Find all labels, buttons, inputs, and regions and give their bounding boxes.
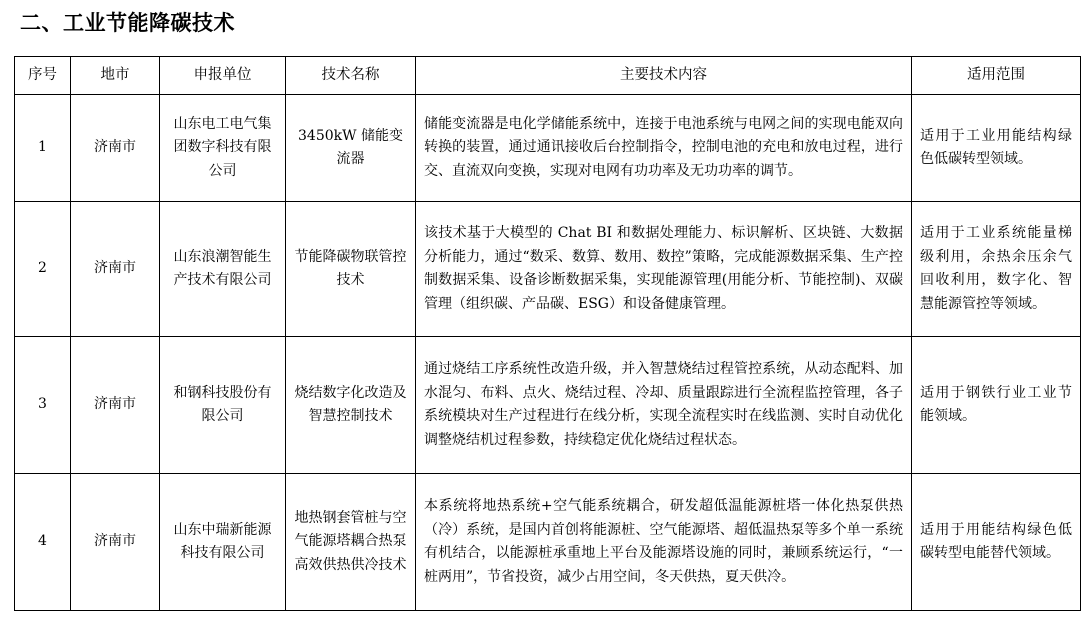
cell-city: 济南市 (71, 337, 160, 474)
cell-city: 济南市 (71, 474, 160, 611)
cell-scope: 适用于用能结构绿色低碳转型电能替代领域。 (912, 474, 1081, 611)
cell-index: 4 (15, 474, 71, 611)
cell-content: 本系统将地热系统+空气能系统耦合，研发超低温能源桩塔一体化热泵供热（冷）系统，是国内首创将能源桩、空气能源塔、超低温热泵等多个单一系统有机结合，以能源桩承重地上平台及能源塔设施的同时，兼顾系统运行，“一桩两用”，节省投资，减少占用空间，冬天供热，夏天供冷。 (416, 474, 912, 611)
cell-tech-name: 3450kW 储能变流器 (286, 95, 416, 202)
header-applicant: 申报单位 (160, 57, 286, 95)
cell-tech-name: 烧结数字化改造及智慧控制技术 (286, 337, 416, 474)
cell-applicant: 山东中瑞新能源科技有限公司 (160, 474, 286, 611)
cell-content: 通过烧结工序系统性改造升级，并入智慧烧结过程管控系统，从动态配料、加水混匀、布料、点火、烧结过程、冷却、质量跟踪进行全流程监控管理，各子系统模块对生产过程进行在线分析，实现全流程实时在线监测、实时自动优化调整烧结机过程参数，持续稳定优化烧结过程状态。 (416, 337, 912, 474)
cell-tech-name: 节能降碳物联管控技术 (286, 202, 416, 337)
table-row (15, 474, 1081, 611)
cell-scope: 适用于钢铁行业工业节能领域。 (912, 337, 1081, 474)
table-header-row (15, 57, 1081, 95)
cell-tech-name: 地热钢套管桩与空气能源塔耦合热泵高效供热供冷技术 (286, 474, 416, 611)
table-row (15, 95, 1081, 202)
technology-table (14, 56, 1081, 611)
section-heading: 二、工业节能降碳技术 (20, 11, 235, 35)
header-city: 地市 (71, 57, 160, 95)
cell-index: 3 (15, 337, 71, 474)
cell-scope: 适用于工业用能结构绿色低碳转型领域。 (912, 95, 1081, 202)
cell-applicant: 山东浪潮智能生产技术有限公司 (160, 202, 286, 337)
cell-content: 该技术基于大模型的 Chat BI 和数据处理能力、标识解析、区块链、大数据分析能力，通过“数采、数算、数用、数控”策略，完成能源数据采集、生产控制数据采集、设备诊断数据采集，实现能源管理(用能分析、节能控制)、双碳管理（组织碳、产品碳、ESG）和设备健康管理。 (416, 202, 912, 337)
header-content: 主要技术内容 (416, 57, 912, 95)
header-tech-name: 技术名称 (286, 57, 416, 95)
cell-city: 济南市 (71, 95, 160, 202)
cell-index: 1 (15, 95, 71, 202)
table-row (15, 202, 1081, 337)
cell-applicant: 和钢科技股份有限公司 (160, 337, 286, 474)
cell-scope: 适用于工业系统能量梯级利用，余热余压余气回收利用，数字化、智慧能源管控等领域。 (912, 202, 1081, 337)
cell-city: 济南市 (71, 202, 160, 337)
table-row (15, 337, 1081, 474)
header-index: 序号 (15, 57, 71, 95)
cell-content: 储能变流器是电化学储能系统中，连接于电池系统与电网之间的实现电能双向转换的装置，通过通讯接收后台控制指令，控制电池的充电和放电过程，进行交、直流双向变换，实现对电网有功功率及无功功率的调节。 (416, 95, 912, 202)
cell-index: 2 (15, 202, 71, 337)
cell-applicant: 山东电工电气集团数字科技有限公司 (160, 95, 286, 202)
header-scope: 适用范围 (912, 57, 1081, 95)
